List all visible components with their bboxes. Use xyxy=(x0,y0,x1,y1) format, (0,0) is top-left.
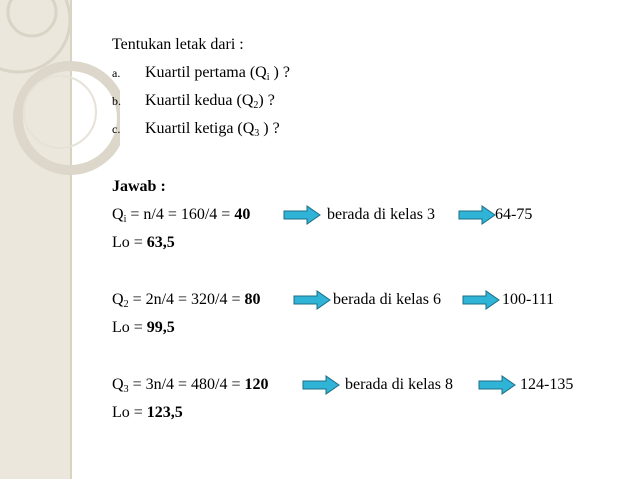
question-c: Kuartil ketiga ($Q_3$ ) ? xyxy=(145,120,280,139)
answer-2-lo: Lo = 99,5 xyxy=(112,319,175,336)
arrow-right-icon xyxy=(302,375,340,395)
arrow-right-icon xyxy=(293,290,331,310)
question-b: Kuartil kedua $(Q_2)$ ? xyxy=(145,92,275,111)
answer-3-equation: $Q_3 = 3n/4 = 480/4 = 120$ xyxy=(112,376,269,395)
question-marker-a: a. xyxy=(112,66,121,80)
answer-heading: Jawab : xyxy=(112,178,166,195)
question-marker-b: b. xyxy=(112,94,121,108)
arrow-right-icon xyxy=(283,205,321,225)
arrow-right-icon xyxy=(462,290,500,310)
answer-2-equation: $Q_2 = 2n/4 = 320/4 = 80$ xyxy=(112,291,261,310)
decorative-circles xyxy=(0,0,120,479)
answer-3-interval: 124-135 xyxy=(520,376,574,393)
answer-1-equation: $Q_i = n/4 = 160/4 = 40$ xyxy=(112,206,251,225)
answer-3-kelas: berada di kelas 8 xyxy=(345,376,453,393)
title: Tentukan letak dari : xyxy=(112,36,244,53)
answer-3-lo: Lo = 123,5 xyxy=(112,404,183,421)
answer-1-kelas: berada di kelas 3 xyxy=(327,206,435,223)
arrow-right-icon xyxy=(478,375,516,395)
answer-2-kelas: berada di kelas 6 xyxy=(333,291,441,308)
question-marker-c: c. xyxy=(112,122,121,136)
answer-1-lo: Lo = 63,5 xyxy=(112,234,175,251)
arrow-right-icon xyxy=(458,205,496,225)
question-a: Kuartil pertama ($Q_i$ ) ? xyxy=(145,64,290,83)
answer-2-interval: 100-111 xyxy=(502,291,555,308)
answer-1-interval: 64-75 xyxy=(495,206,533,223)
